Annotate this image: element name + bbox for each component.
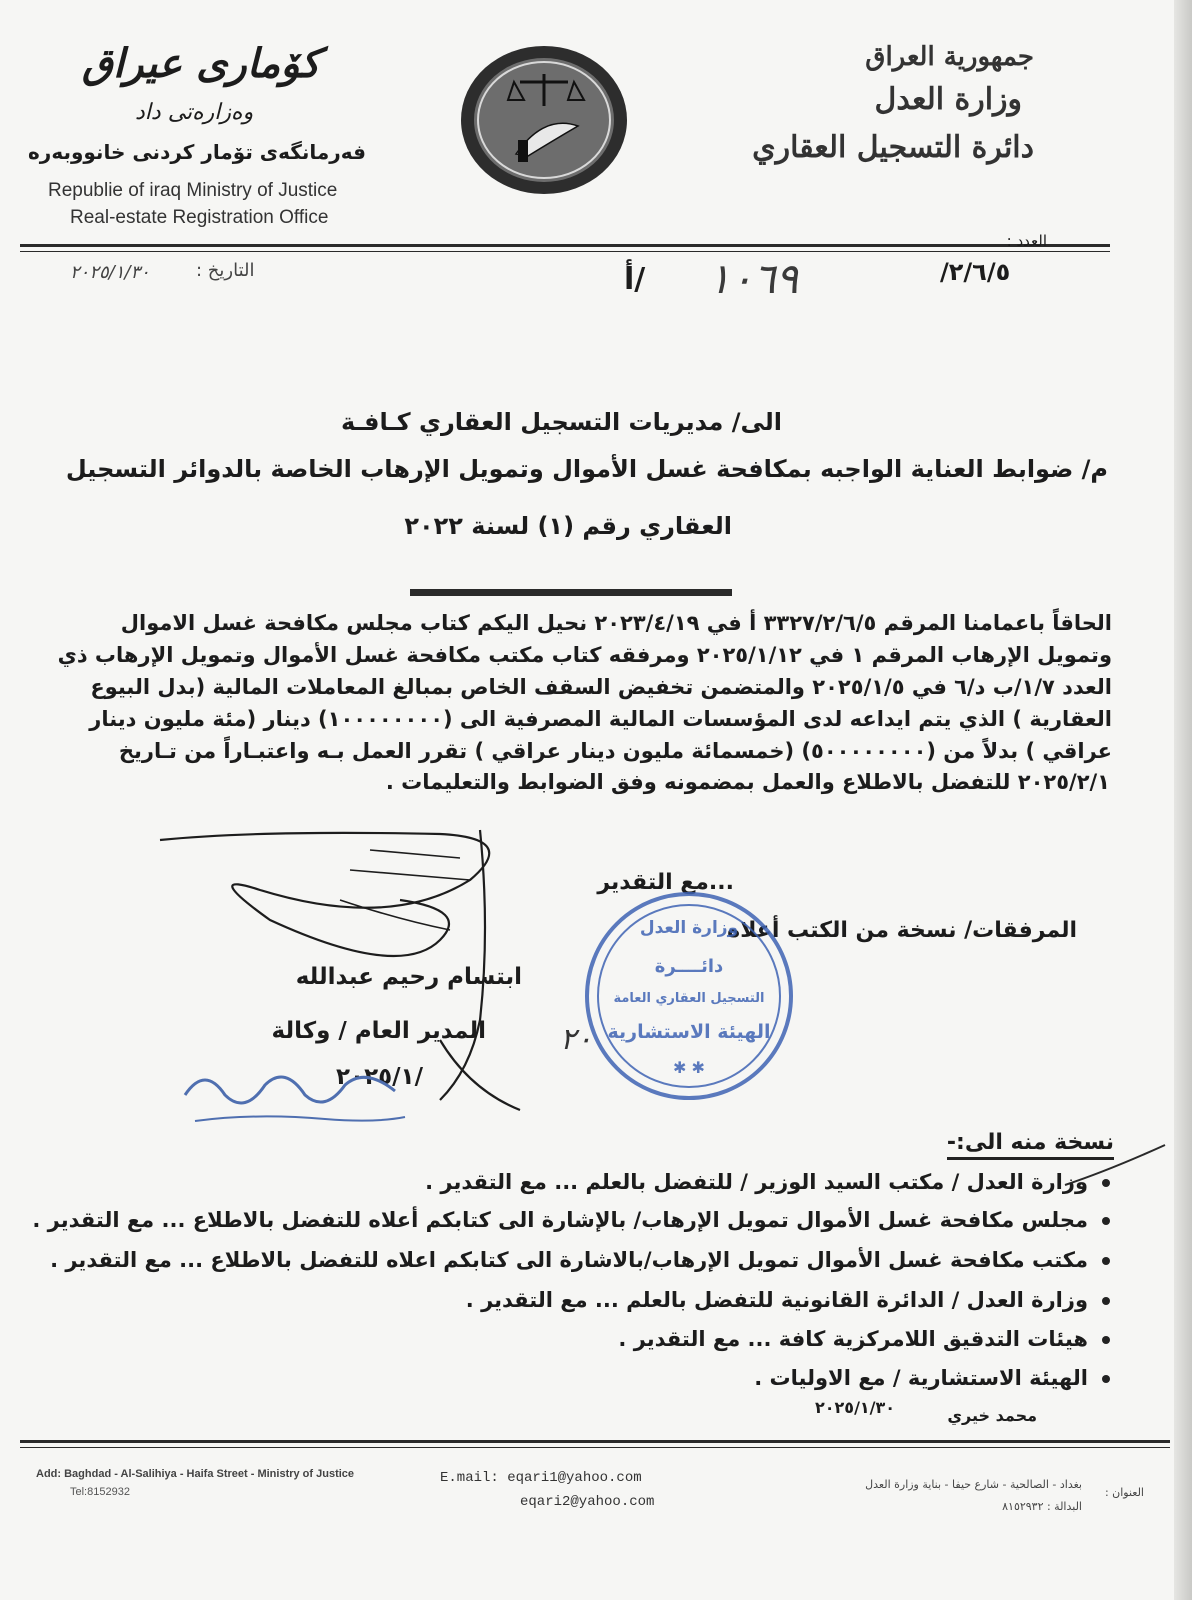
signer-title: المدير العام / وكالة bbox=[271, 1018, 486, 1044]
footer-address-label-arabic: العنوان : bbox=[1104, 1486, 1144, 1499]
stamp-line-2: التسجيل العقاري العامة bbox=[613, 991, 765, 1006]
footer-address-english: Add: Baghdad - Al-Salihiya - Haifa Street - Ministry of Justice bbox=[36, 1468, 355, 1480]
footer-divider-thin bbox=[20, 1447, 1170, 1448]
subject-line-1: م/ ضوابط العناية الواجبه بمكافحة غسل الأموال وتمويل الإرهاب الخاصة بالدوائر التسجيل bbox=[65, 455, 1108, 483]
reference-handwritten-number: ١٠٦٩ bbox=[708, 254, 799, 303]
copy-item-4 bbox=[70, 1288, 1110, 1312]
signer-date: ٢٠٢٥/١/ bbox=[336, 1064, 423, 1090]
bullet-icon bbox=[1102, 1297, 1110, 1305]
subject-line-2: العقاري رقم (١) لسنة ٢٠٢٢ bbox=[404, 512, 732, 540]
footer-email-1: E.mail: eqari1@yahoo.com bbox=[440, 1470, 642, 1486]
header-divider bbox=[20, 244, 1110, 247]
copy-item-1 bbox=[70, 1170, 1110, 1194]
header-divider-thin bbox=[20, 251, 1110, 252]
bullet-icon bbox=[1102, 1375, 1110, 1383]
date-value: ٢٠٢٥/١/٣٠ bbox=[70, 262, 150, 283]
attachments-line: المرفقات/ نسخة من الكتب أعلاه bbox=[727, 918, 1077, 943]
copy-item-3 bbox=[50, 1248, 1110, 1272]
footer-phone-arabic: البدالة : ٨١٥٢٩٣٢ bbox=[1002, 1500, 1082, 1513]
addressee-line: الى/ مديريات التسجيل العقاري كـافـة bbox=[340, 408, 782, 436]
typist-name: محمد خيري bbox=[947, 1406, 1037, 1425]
body-line-4: العقارية ) الذي يتم ايداعه لدى المؤسسات المالية المصرفية الى (١٠٠٠٠٠٠٠٠) دينار (مئة مليون دينار bbox=[89, 707, 1112, 731]
copy-item-5 bbox=[70, 1327, 1110, 1351]
bullet-icon bbox=[1102, 1179, 1110, 1187]
english-ministry-line: Republie of iraq Ministry of Justice bbox=[48, 180, 338, 201]
kurdish-ministry-name: وەزارەتی داد bbox=[135, 100, 254, 125]
signer-name: ابتسام رحيم عبدالله bbox=[295, 964, 522, 990]
copies-heading: نسخة منه الى:- bbox=[947, 1130, 1114, 1160]
stamp-line-3: الهيئة الاستشارية bbox=[607, 1021, 771, 1043]
number-value: /٢/٦/٥ bbox=[940, 258, 1011, 286]
date-label: التاريخ : bbox=[196, 260, 255, 281]
body-line-2: وتمويل الإرهاب المرقم ١ في ٢٠٢٥/١/١٢ ومرفقه كتاب مكتب مكافحة غسل الأموال وتمويل الإرهاب ذي bbox=[57, 643, 1112, 667]
reference-prefix: أ/ bbox=[624, 262, 646, 297]
closing-phrase: ...مع التقدير bbox=[597, 870, 734, 895]
footer-address-arabic: بغداد - الصالحية - شارع حيفا - بناية وزارة العدل bbox=[865, 1478, 1082, 1491]
blue-handwritten-annotation-icon bbox=[175, 1055, 415, 1140]
arabic-country-title: جمهورية العراق bbox=[865, 42, 1034, 72]
copy-item-text: هيئات التدقيق اللامركزية كافة ... مع التقدير . bbox=[618, 1327, 1088, 1351]
typist-date: ٢٠٢٥/١/٣٠ bbox=[815, 1398, 896, 1417]
bullet-icon bbox=[1102, 1336, 1110, 1344]
kurdish-office-name: فەرمانگەی تۆمار كردنی خانووبەرە bbox=[28, 140, 367, 164]
english-office-line: Real-estate Registration Office bbox=[70, 207, 329, 228]
footer-phone-english: Tel:8152932 bbox=[70, 1486, 130, 1498]
copy-item-2 bbox=[32, 1208, 1110, 1232]
subject-underline bbox=[410, 589, 732, 596]
copy-item-text: وزارة العدل / مكتب السيد الوزير / للتفضل بالعلم ... مع التقدير . bbox=[425, 1170, 1088, 1194]
bullet-icon bbox=[1102, 1217, 1110, 1225]
kurdish-country-title: كۆماری عیراق bbox=[82, 40, 321, 87]
copy-item-text: مجلس مكافحة غسل الأموال تمويل الإرهاب/ بالإشارة الى كتابكم أعلاه للتفضل بالاطلاع ... مع التقدير . bbox=[32, 1208, 1088, 1232]
stamp-line-1: دائــــرة bbox=[654, 956, 724, 977]
number-label: العدد : bbox=[1006, 232, 1047, 250]
copy-item-text: الهيئة الاستشارية / مع الاوليات . bbox=[754, 1366, 1088, 1390]
page-edge-shadow bbox=[1174, 0, 1192, 1600]
stamp-star-icon: ✱ ✱ bbox=[673, 1058, 705, 1077]
body-line-5: عراقي ) بدلاً من (٥٠٠٠٠٠٠٠٠) (خمسمائة مليون دينار عراقي ) تقرر العمل بـه واعتبـاراً من تـاريخ bbox=[118, 739, 1112, 763]
handwritten-note: ٢٠ bbox=[560, 1022, 593, 1057]
copy-item-text: وزارة العدل / الدائرة القانونية للتفضل بالعلم ... مع التقدير . bbox=[465, 1288, 1088, 1312]
body-line-3: العدد ١/٧/ب د/٦ في ٢٠٢٥/١/٥ والمتضمن تخفيض السقف الخاص بمبالغ المعاملات المالية (بدل البيوع bbox=[90, 675, 1112, 699]
copy-item-text: مكتب مكافحة غسل الأموال تمويل الإرهاب/بالاشارة الى كتابكم اعلاه للتفضل بالاطلاع ... مع التقدير . bbox=[50, 1248, 1088, 1272]
stamp-ring-text: وزارة العدل bbox=[639, 918, 739, 938]
footer-email-2: eqari2@yahoo.com bbox=[520, 1494, 655, 1510]
official-stamp bbox=[585, 892, 793, 1100]
footer-divider bbox=[20, 1440, 1170, 1443]
bullet-icon bbox=[1102, 1257, 1110, 1265]
arabic-ministry-name: وزارة العدل bbox=[874, 82, 1022, 117]
copy-item-6 bbox=[70, 1366, 1110, 1390]
arabic-office-name: دائرة التسجيل العقاري bbox=[752, 130, 1034, 165]
body-line-6: ٢٠٢٥/٢/١ للتفضل بالاطلاع والعمل بمضمونه وفق الضوابط والتعليمات . bbox=[385, 770, 1110, 794]
ministry-emblem-icon bbox=[458, 44, 630, 196]
body-line-1: الحاقاً باعمامنا المرقم ٣٣٢٧/٢/٦/٥ أ في ٢٠٢٣/٤/١٩ نحيل اليكم كتاب مجلس مكافحة غسل الاموال bbox=[120, 611, 1112, 635]
